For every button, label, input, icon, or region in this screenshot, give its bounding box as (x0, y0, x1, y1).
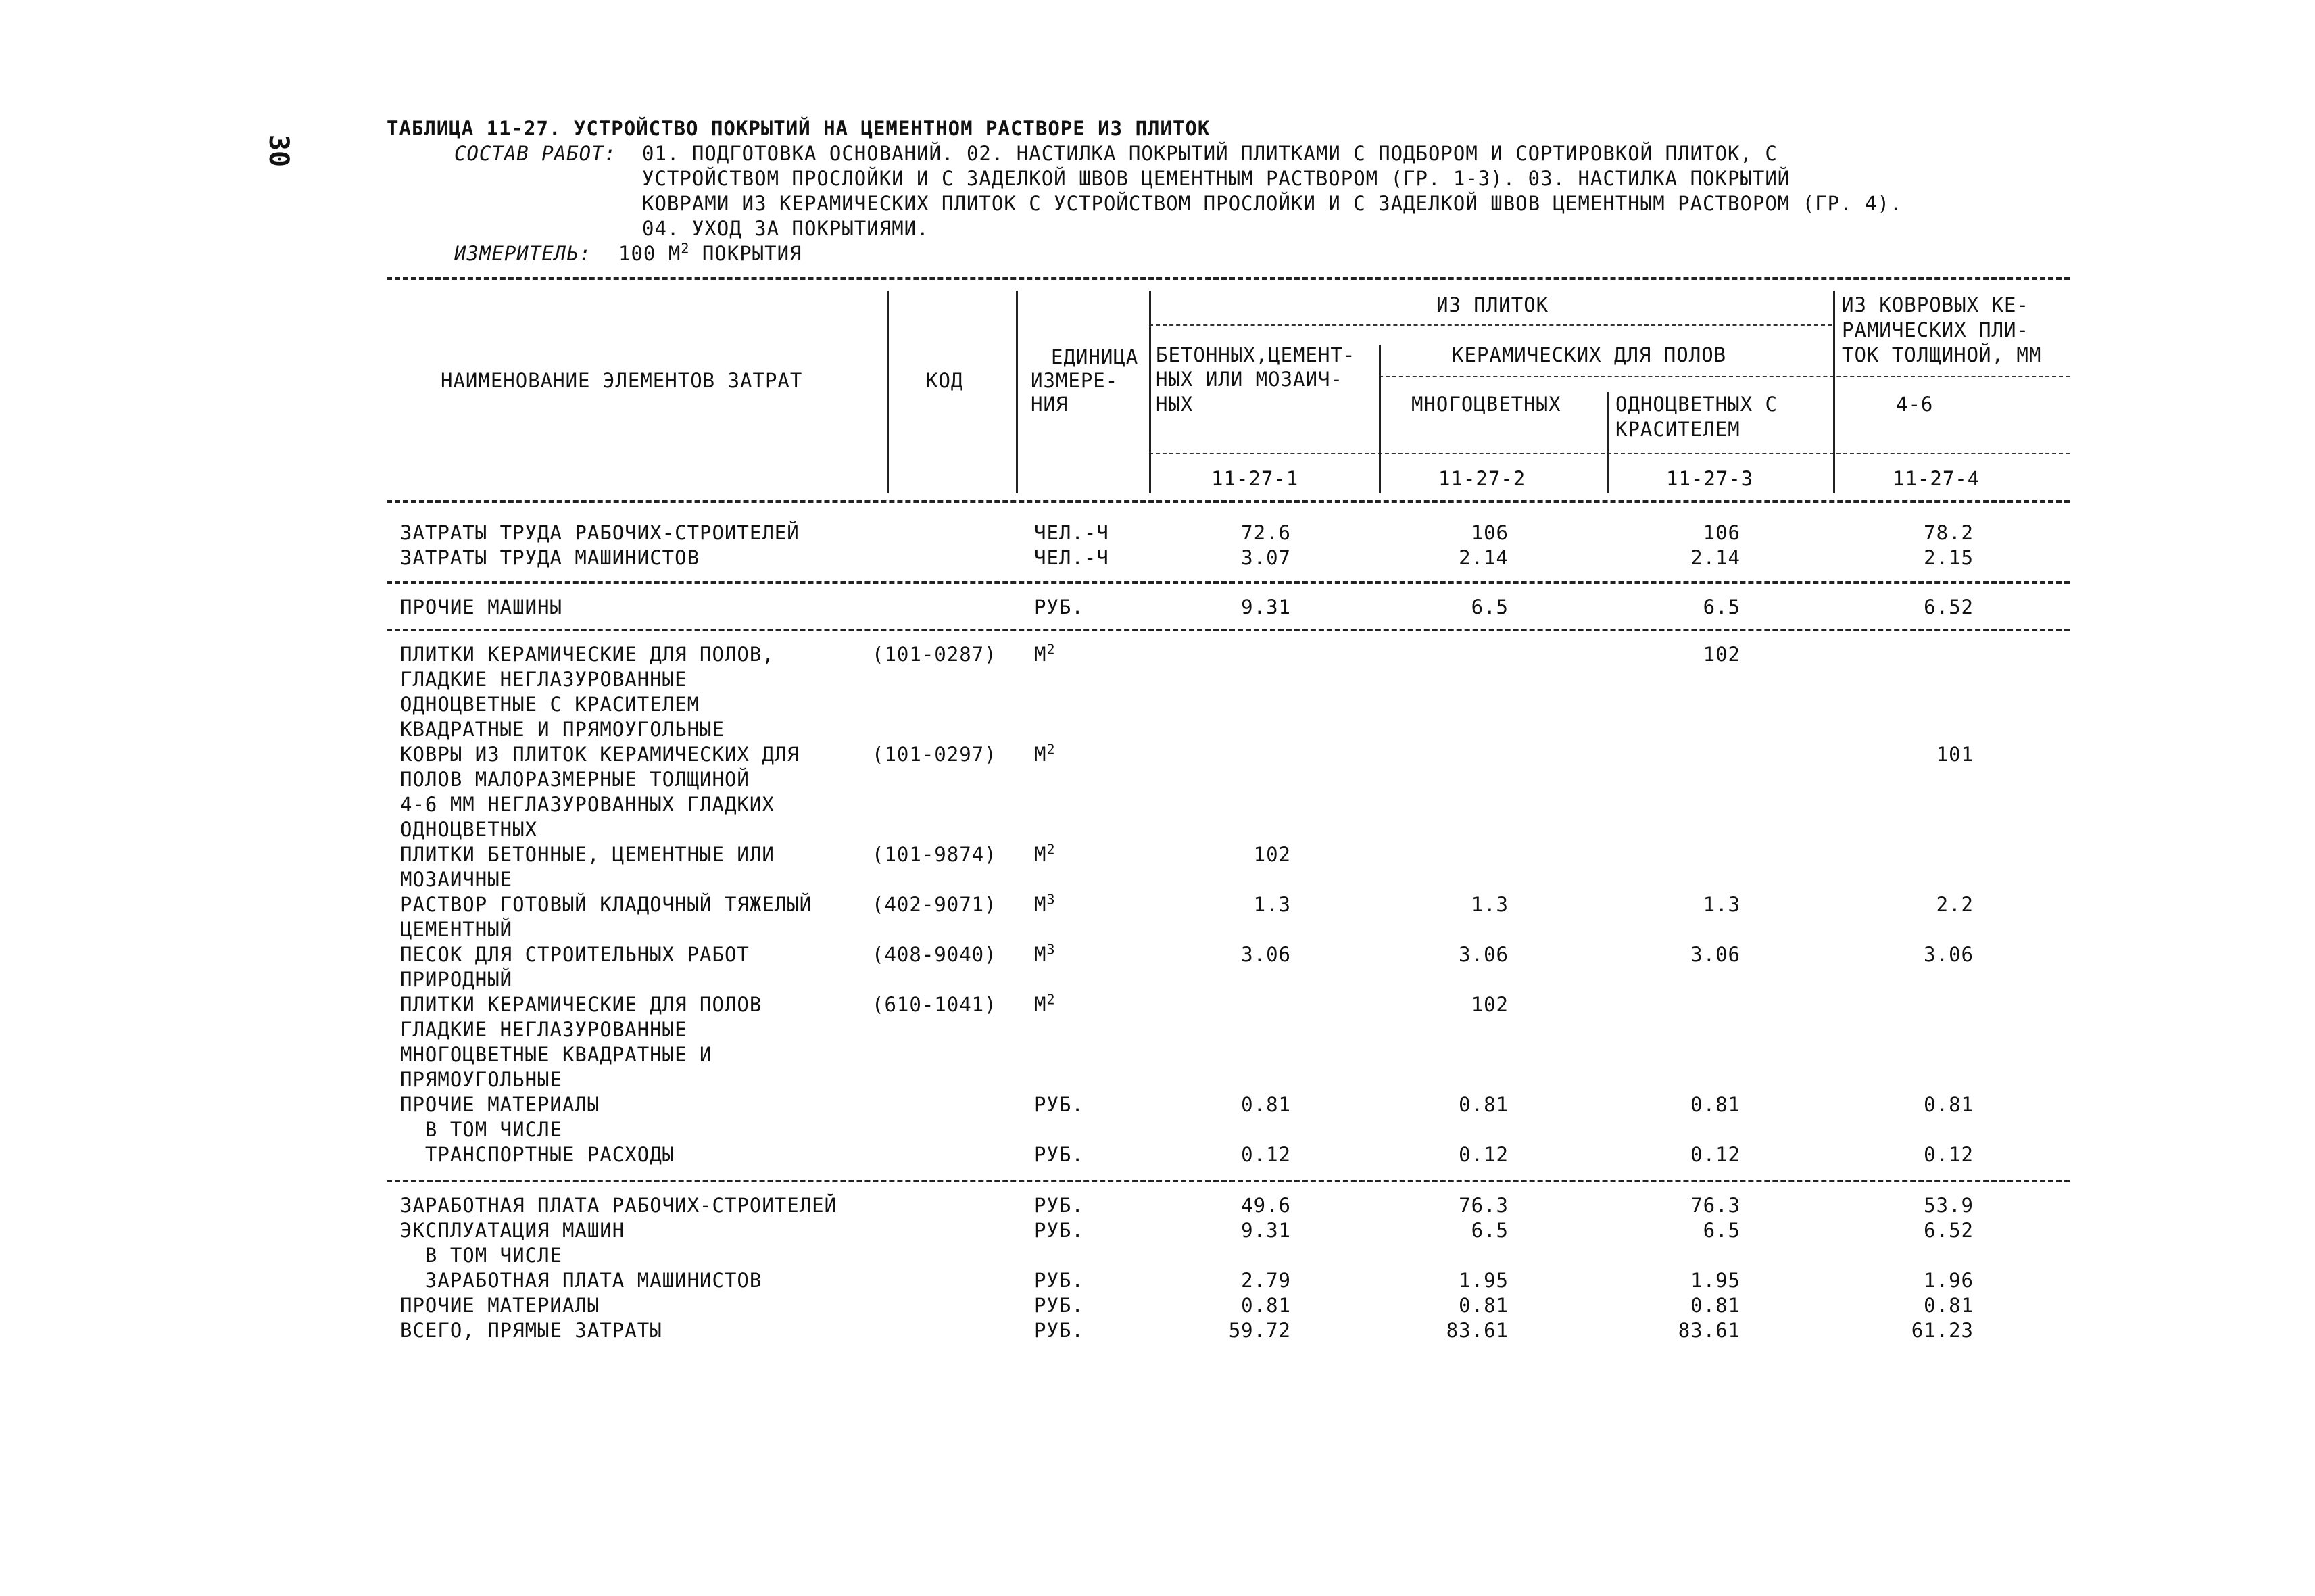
row-unit: $М^2$ (1034, 641, 1056, 666)
row-name: ЭКСПЛУАТАЦИЯ МАШИН (400, 1219, 625, 1242)
work-line-2: УСТРОЙСТВОМ ПРОСЛОЙКИ И С ЗАДЕЛКОЙ ШВОВ ЦЕМЕНТНЫМ РАСТВОРОМ (ГР. 1-3). 03. НАСТИЛКА ПОКРЫТИЙ (642, 167, 1790, 190)
unit-superscript: 2 (1046, 741, 1056, 758)
row-value: 9.31 (1241, 596, 1291, 619)
row-name: 4-6 ММ НЕГЛАЗУРОВАННЫХ ГЛАДКИХ (400, 793, 775, 816)
row-value: 101 (1936, 743, 1974, 766)
measure-label: ИЗМЕРИТЕЛЬ: (454, 242, 592, 265)
header-thickness: 4-6 (1896, 393, 1934, 416)
row-name: ПРОЧИЕ МАШИНЫ (400, 596, 562, 619)
row-code: (402-9071) (872, 893, 997, 916)
row-unit: РУБ. (1034, 596, 1084, 619)
row-value: 1.95 (1459, 1269, 1509, 1292)
row-value: 2.15 (1924, 546, 1974, 569)
row-value: 1.3 (1471, 893, 1509, 916)
row-value: 3.06 (1924, 943, 1974, 966)
row-value: 0.12 (1924, 1143, 1974, 1166)
row-value: 6.52 (1924, 1219, 1974, 1242)
header-name: НАИМЕНОВАНИЕ ЭЛЕМЕНТОВ ЗАТРАТ (441, 369, 803, 392)
row-name: ПРЯМОУГОЛЬНЫЕ (400, 1068, 562, 1091)
row-name: ПЛИТКИ КЕРАМИЧЕСКИЕ ДЛЯ ПОЛОВ, (400, 643, 775, 666)
row-name: РАСТВОР ГОТОВЫЙ КЛАДОЧНЫЙ ТЯЖЕЛЫЙ (400, 893, 812, 916)
row-name: ОДНОЦВЕТНЫЕ С КРАСИТЕЛЕМ (400, 693, 700, 716)
row-code: (101-9874) (872, 843, 997, 866)
row-unit: ЧЕЛ.-Ч (1034, 546, 1109, 569)
row-unit: $М^3$ (1034, 891, 1056, 916)
row-value: 3.07 (1241, 546, 1291, 569)
header-unit-3: НИЯ (1031, 393, 1069, 416)
row-name: ЗАРАБОТНАЯ ПЛАТА МАШИНИСТОВ (400, 1269, 762, 1292)
row-name: МНОГОЦВЕТНЫЕ КВАДРАТНЫЕ И (400, 1043, 712, 1066)
row-name: ПОЛОВ МАЛОРАЗМЕРНЫЕ ТОЛЩИНОЙ (400, 768, 750, 791)
row-name: КОВРЫ ИЗ ПЛИТОК КЕРАМИЧЕСКИХ ДЛЯ (400, 743, 800, 766)
header-vbar (1149, 291, 1151, 493)
header-unit-2: ИЗМЕРЕ- (1031, 369, 1119, 392)
row-value: 2.79 (1241, 1269, 1291, 1292)
row-value: 83.61 (1678, 1319, 1740, 1342)
row-value: 0.81 (1241, 1294, 1291, 1317)
row-value: 76.3 (1690, 1194, 1740, 1217)
row-value: 106 (1703, 521, 1740, 544)
row-value: 53.9 (1924, 1194, 1974, 1217)
row-unit: $М^2$ (1034, 741, 1056, 766)
row-value: 6.5 (1471, 1219, 1509, 1242)
row-unit: $М^3$ (1034, 941, 1056, 966)
row-value: 83.61 (1446, 1319, 1509, 1342)
row-name: ЗАТРАТЫ ТРУДА МАШИНИСТОВ (400, 546, 700, 569)
row-code: (610-1041) (872, 993, 997, 1016)
row-value: 0.81 (1459, 1093, 1509, 1116)
row-unit: РУБ. (1034, 1143, 1084, 1166)
unit-superscript: 2 (1046, 641, 1056, 658)
unit-superscript: 2 (1046, 991, 1056, 1008)
row-value: 6.5 (1471, 596, 1509, 619)
row-unit: РУБ. (1034, 1269, 1084, 1292)
row-value: 0.81 (1241, 1093, 1291, 1116)
row-value: 2.14 (1690, 546, 1740, 569)
row-value: 2.2 (1936, 893, 1974, 916)
section-rule (387, 1180, 2070, 1182)
row-name: ПЛИТКИ БЕТОННЫЕ, ЦЕМЕНТНЫЕ ИЛИ (400, 843, 775, 866)
row-value: 6.5 (1703, 1219, 1740, 1242)
header-rule-ceramic (1379, 376, 2070, 377)
row-name: В ТОМ ЧИСЛЕ (400, 1118, 562, 1141)
row-code: (101-0297) (872, 743, 997, 766)
work-line-3: КОВРАМИ ИЗ КЕРАМИЧЕСКИХ ПЛИТОК С УСТРОЙСТВОМ ПРОСЛОЙКИ И С ЗАДЕЛКОЙ ШВОВ ЦЕМЕНТНЫМ РАСТВОРОМ (ГР. 4). (642, 192, 1903, 215)
row-name: ГЛАДКИЕ НЕГЛАЗУРОВАННЫЕ (400, 1018, 687, 1041)
unit-superscript: 3 (1046, 891, 1056, 908)
row-value: 3.06 (1459, 943, 1509, 966)
row-value: 61.23 (1911, 1319, 1974, 1342)
row-name: В ТОМ ЧИСЛЕ (400, 1244, 562, 1267)
measure-value: 100 $М^2$ ПОКРЫТИЯ (618, 240, 802, 265)
row-value: 106 (1471, 521, 1509, 544)
header-ceramic: КЕРАМИЧЕСКИХ ДЛЯ ПОЛОВ (1452, 343, 1727, 366)
row-value: 3.06 (1241, 943, 1291, 966)
row-name: ПРОЧИЕ МАТЕРИАЛЫ (400, 1294, 600, 1317)
section-rule (387, 581, 2070, 584)
header-vbar (1016, 291, 1018, 493)
header-group-carpet-3: ТОК ТОЛЩИНОЙ, ММ (1842, 343, 2042, 366)
row-value: 2.14 (1459, 546, 1509, 569)
header-concrete-1: БЕТОННЫХ,ЦЕМЕНТ- (1156, 343, 1356, 366)
row-value: 1.96 (1924, 1269, 1974, 1292)
row-name: КВАДРАТНЫЕ И ПРЯМОУГОЛЬНЫЕ (400, 718, 725, 741)
header-code-col-3: 11-27-3 (1666, 467, 1754, 490)
row-value: 0.81 (1690, 1093, 1740, 1116)
row-value: 0.81 (1924, 1093, 1974, 1116)
row-name: ВСЕГО, ПРЯМЫЕ ЗАТРАТЫ (400, 1319, 662, 1342)
header-group-carpet-1: ИЗ КОВРОВЫХ КЕ- (1842, 293, 2029, 316)
row-value: 0.12 (1241, 1143, 1291, 1166)
row-unit: $М^2$ (1034, 841, 1056, 866)
row-unit: РУБ. (1034, 1194, 1084, 1217)
row-name: ЗАРАБОТНАЯ ПЛАТА РАБОЧИХ-СТРОИТЕЛЕЙ (400, 1194, 837, 1217)
row-value: 0.12 (1690, 1143, 1740, 1166)
header-concrete-2: НЫХ ИЛИ МОЗАИЧ- (1156, 368, 1343, 391)
row-value: 0.81 (1924, 1294, 1974, 1317)
row-value: 0.81 (1690, 1294, 1740, 1317)
row-value: 49.6 (1241, 1194, 1291, 1217)
header-unit-1: ЕДИНИЦА (1051, 345, 1139, 368)
row-name: ТРАНСПОРТНЫЕ РАСХОДЫ (400, 1143, 675, 1166)
row-unit: РУБ. (1034, 1294, 1084, 1317)
header-code: КОД (926, 369, 964, 392)
header-multi: МНОГОЦВЕТНЫХ (1411, 393, 1561, 416)
row-value: 1.95 (1690, 1269, 1740, 1292)
row-code: (101-0287) (872, 643, 997, 666)
header-vbar (1833, 291, 1835, 493)
row-name: МОЗАИЧНЫЕ (400, 868, 513, 891)
header-rule-tiles (1149, 324, 1832, 326)
header-single-1: ОДНОЦВЕТНЫХ С (1615, 393, 1778, 416)
row-value: 72.6 (1241, 521, 1291, 544)
page-number: 30 (263, 134, 295, 168)
header-code-col-4: 11-27-4 (1893, 467, 1980, 490)
work-line-4: 04. УХОД ЗА ПОКРЫТИЯМИ. (642, 217, 929, 240)
header-bottom-rule (387, 500, 2070, 503)
row-value: 0.81 (1459, 1294, 1509, 1317)
row-unit: ЧЕЛ.-Ч (1034, 521, 1109, 544)
row-value: 9.31 (1241, 1219, 1291, 1242)
row-value: 6.52 (1924, 596, 1974, 619)
row-name: ГЛАДКИЕ НЕГЛАЗУРОВАННЫЕ (400, 668, 687, 691)
row-name: ПЛИТКИ КЕРАМИЧЕСКИЕ ДЛЯ ПОЛОВ (400, 993, 762, 1016)
row-name: ЗАТРАТЫ ТРУДА РАБОЧИХ-СТРОИТЕЛЕЙ (400, 521, 800, 544)
row-unit: РУБ. (1034, 1219, 1084, 1242)
header-code-col-2: 11-27-2 (1438, 467, 1526, 490)
unit-superscript: 2 (1046, 841, 1056, 858)
header-code-col-1: 11-27-1 (1211, 467, 1299, 490)
header-concrete-3: НЫХ (1156, 393, 1194, 416)
work-label: СОСТАВ РАБОТ: (454, 142, 616, 165)
row-name: ПРИРОДНЫЙ (400, 968, 513, 991)
row-unit: РУБ. (1034, 1319, 1084, 1342)
row-value: 6.5 (1703, 596, 1740, 619)
row-value: 59.72 (1228, 1319, 1291, 1342)
section-rule (387, 629, 2070, 631)
unit-superscript: 3 (1046, 941, 1056, 958)
table-title: ТАБЛИЦА 11-27. УСТРОЙСТВО ПОКРЫТИЙ НА ЦЕМЕНТНОМ РАСТВОРЕ ИЗ ПЛИТОК (387, 117, 1211, 140)
row-name: ПРОЧИЕ МАТЕРИАЛЫ (400, 1093, 600, 1116)
header-vbar (1379, 345, 1381, 493)
row-value: 0.12 (1459, 1143, 1509, 1166)
row-value: 102 (1703, 643, 1740, 666)
header-single-2: КРАСИТЕЛЕМ (1615, 418, 1740, 441)
row-value: 3.06 (1690, 943, 1740, 966)
row-value: 76.3 (1459, 1194, 1509, 1217)
header-group-tiles: ИЗ ПЛИТОК (1436, 293, 1549, 316)
work-line-1: 01. ПОДГОТОВКА ОСНОВАНИЙ. 02. НАСТИЛКА ПОКРЫТИЙ ПЛИТКАМИ С ПОДБОРОМ И СОРТИРОВКОЙ ПЛИТОК, С (642, 142, 1778, 165)
row-name: ОДНОЦВЕТНЫХ (400, 818, 538, 841)
header-rule-codes (1149, 453, 2070, 454)
row-name: ПЕСОК ДЛЯ СТРОИТЕЛЬНЫХ РАБОТ (400, 943, 750, 966)
row-code: (408-9040) (872, 943, 997, 966)
row-value: 102 (1253, 843, 1291, 866)
row-unit: $М^2$ (1034, 991, 1056, 1016)
row-value: 1.3 (1253, 893, 1291, 916)
row-value: 102 (1471, 993, 1509, 1016)
header-vbar (1607, 392, 1609, 493)
row-name: ЦЕМЕНТНЫЙ (400, 918, 513, 941)
header-group-carpet-2: РАМИЧЕСКИХ ПЛИ- (1842, 318, 2029, 341)
header-vbar (887, 291, 889, 493)
row-value: 78.2 (1924, 521, 1974, 544)
header-top-rule (387, 277, 2070, 280)
row-unit: РУБ. (1034, 1093, 1084, 1116)
row-value: 1.3 (1703, 893, 1740, 916)
